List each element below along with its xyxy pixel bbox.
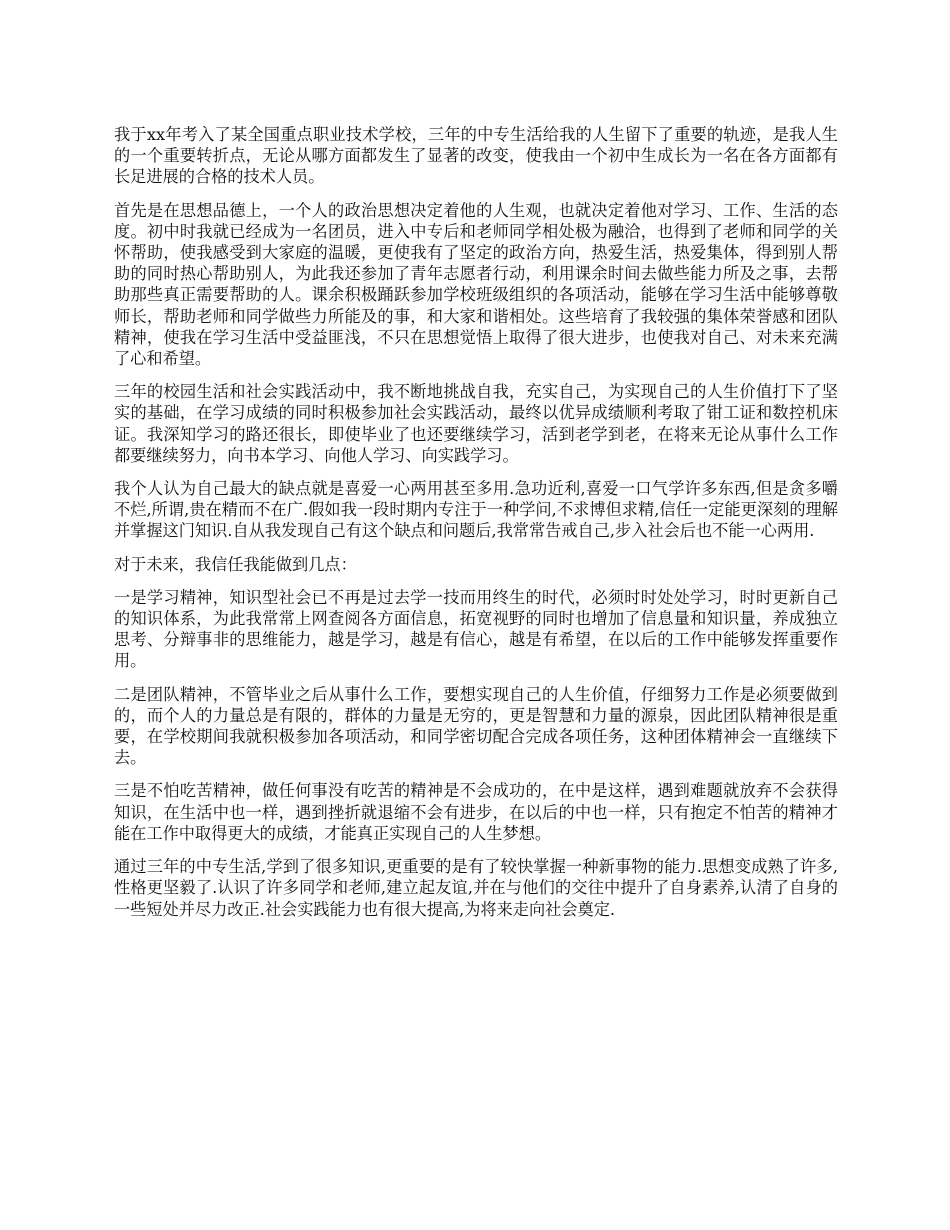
paragraph-shortcomings: 我个人认为自己最大的缺点就是喜爱一心两用甚至多用.急功近利,喜爱一口气学许多东西,但是贪多嚼不烂,所谓,贵在精而不在广.假如我一段时期内专注于一种学问,不求博但求精,信任一定能更深刻的理解并掌握这门知识.自从我发现自己有这个缺点和问题后,我常常告戒自己,步入社会后也不能一心两用.: [114, 479, 838, 541]
paragraph-team-spirit: 二是团队精神，不管毕业之后从事什么工作，要想实现自己的人生价值，仔细努力工作是必须要做到的，而个人的力量总是有限的，群体的力量是无穷的，更是智慧和力量的源泉，因此团队精神很是重要，在学校期间我就积极参加各项活动，和同学密切配合完成各项任务，这种团体精神会一直继续下去。: [114, 684, 838, 768]
paragraph-learning-spirit: 一是学习精神，知识型社会已不再是过去学一技而用终生的时代，必须时时处处学习，时时更新自己的知识体系，为此我常常上网查阅各方面信息，拓宽视野的同时也增加了信息量和知识量，养成独立思考、分辩事非的思维能力，越是学习，越是有信心，越是有希望，在以后的工作中能够发挥重要作用。: [114, 587, 838, 671]
paragraph-campus-life: 三年的校园生活和社会实践活动中，我不断地挑战自我，充实自己，为实现自己的人生价值打下了坚实的基础，在学习成绩的同时积极参加社会实践活动，最终以优异成绩顺利考取了钳工证和数控机床证。我深知学习的路还很长，即使毕业了也还要继续学习，活到老学到老，在将来无论从事什么工作都要继续努力，向书本学习、向他人学习、向实践学习。: [114, 382, 838, 465]
paragraph-future-intro: 对于未来，我信任我能做到几点：: [114, 554, 357, 574]
paragraph-conclusion: 通过三年的中专生活,学到了很多知识,更重要的是有了较快掌握一种新事物的能力.思想变成熟了许多,性格更坚毅了.认识了许多同学和老师,建立起友谊,并在与他们的交往中提升了自身素养,认清了自身的一些短处并尽力改正.社会实践能力也有很大提高,为将来走向社会奠定.: [114, 857, 838, 919]
paragraph-ideology: 首先是在思想品德上，一个人的政治思想决定着他的人生观，也就决定着他对学习、工作、生活的态度。初中时我就已经成为一名团员，进入中专后和老师同学相处极为融洽，也得到了老师和同学的关怀帮助，使我感受到大家庭的温暖，更使我有了坚定的政治方向，热爱生活，热爱集体，得到别人帮助的同时热心帮助别人，为此我还参加了青年志愿者行动，利用课余时间去做些能力所及之事，去帮助那些真正需要帮助的人。课余积极踊跃参加学校班级组织的各项活动，能够在学习生活中能够尊敬师长，帮助老师和同学做些力所能及的事，和大家和谐相处。这些培育了我较强的集体荣誉感和团队精神，使我在学习生活中受益匪浅，不只在思想觉悟上取得了很大进步，也使我对自己、对未来充满了心和希望。: [114, 200, 838, 369]
paragraph-hardship-spirit: 三是不怕吃苦精神，做任何事没有吃苦的精神是不会成功的，在中是这样，遇到难题就放弃不会获得知识，在生活中也一样，遇到挫折就退缩不会有进步，在以后的中也一样，只有抱定不怕苦的精神才能在工作中取得更大的成绩，才能真正实现自己的人生梦想。: [114, 781, 838, 843]
paragraph-intro: 我于xx年考入了某全国重点职业技术学校，三年的中专生活给我的人生留下了重要的轨迹，是我人生的一个重要转折点，无论从哪方面都发生了显著的改变，使我由一个初中生成长为一名在各方面都有长足进展的合格的技术人员。: [114, 125, 838, 187]
document-page: [114, 124, 838, 932]
